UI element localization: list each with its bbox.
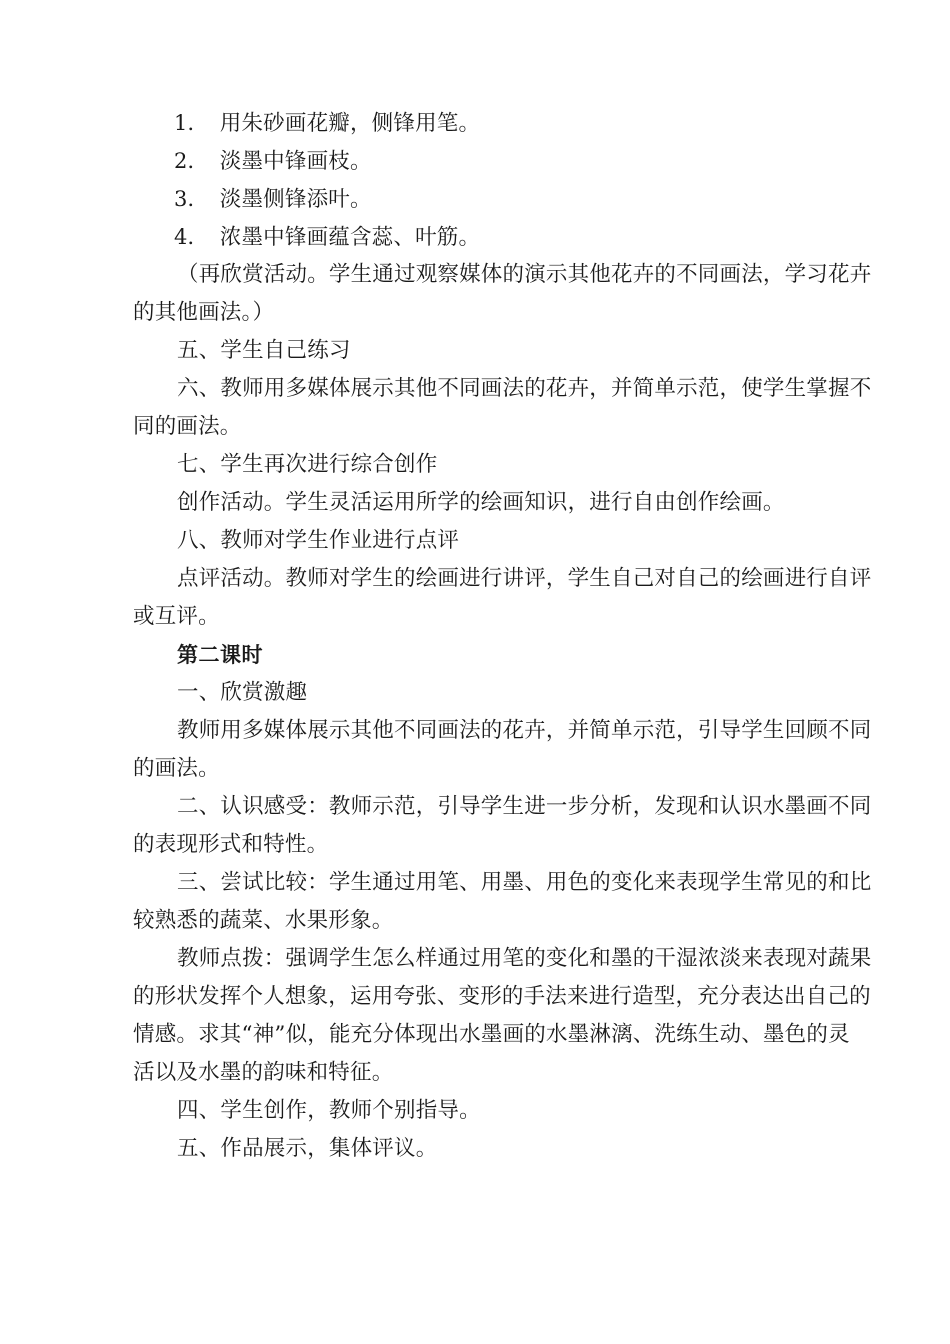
list-item-marker: 4． (174, 225, 209, 249)
paragraph-wrapped-line: 的表现形式和特性。 (133, 832, 329, 857)
document-text-body (133, 104, 872, 1168)
list-item-marker: 3． (174, 187, 209, 211)
numbered-list-item (133, 180, 805, 218)
paragraph-wrapped-line: 活以及水墨的韵味和特征。 (133, 1060, 394, 1085)
numbered-list-item (133, 142, 805, 180)
paragraph-wrapped-line: 较熟悉的蔬菜、水果形象。 (133, 908, 394, 933)
numbered-list-item (133, 104, 805, 142)
paragraph-first-line: 创作活动。学生灵活运用所学的绘画知识，进行自由创作绘画。 (177, 490, 785, 515)
section-heading: 第二课时 (177, 643, 263, 667)
numbered-list-item (133, 218, 805, 256)
paragraph-wrapped-line: 同的画法。 (133, 414, 242, 439)
list-item-text: 淡墨侧锋添叶。 (219, 187, 372, 212)
paragraph-wrapped-line: 的形状发挥个人想象，运用夸张、变形的手法来进行造型，充分表达出自己的 (133, 984, 871, 1009)
paragraph-first-line: 四、学生创作，教师个别指导。 (177, 1098, 481, 1123)
list-item-marker: 2． (174, 149, 209, 173)
paragraph-first-line: 点评活动。教师对学生的绘画进行讲评，学生自己对自己的绘画进行自评 (177, 566, 872, 591)
paragraph-first-line: 八、教师对学生作业进行点评 (177, 528, 460, 553)
paragraph-first-line: 五、作品展示，集体评议。 (177, 1136, 438, 1161)
list-item-text: 浓墨中锋画蕴含蕊、叶筋。 (219, 225, 481, 250)
paragraph-first-line: 七、学生再次进行综合创作 (177, 452, 438, 477)
list-item-text: 淡墨中锋画枝。 (219, 149, 372, 174)
paragraph-first-line: 三、尝试比较：学生通过用笔、用墨、用色的变化来表现学生常见的和比 (177, 870, 872, 895)
paragraph-wrapped-line: 的画法。 (133, 756, 220, 781)
paragraph-first-line: 二、认识感受：教师示范，引导学生进一步分析，发现和认识水墨画不同 (177, 794, 872, 819)
list-item-marker: 1． (174, 111, 209, 135)
list-item-text: 用朱砂画花瓣，侧锋用笔。 (219, 111, 481, 136)
paragraph-first-line: 一、欣赏激趣 (177, 680, 308, 705)
paragraph-wrapped-line: 的其他画法。） (133, 300, 275, 325)
paragraph-wrapped-line: 情感。求其“神”似，能充分体现出水墨画的水墨淋漓、洗练生动、墨色的灵 (133, 1022, 850, 1047)
paragraph-first-line: 教师用多媒体展示其他不同画法的花卉，并简单示范，引导学生回顾不同 (177, 718, 872, 743)
paragraph-wrapped-line: 或互评。 (133, 604, 220, 629)
paragraph-first-line: （再欣赏活动。学生通过观察媒体的演示其他花卉的不同画法，学习花卉 (177, 262, 872, 287)
paragraph-first-line: 五、学生自己练习 (177, 338, 351, 363)
paragraph-first-line: 六、教师用多媒体展示其他不同画法的花卉，并简单示范，使学生掌握不 (177, 376, 872, 401)
paragraph-first-line: 教师点拨：强调学生怎么样通过用笔的变化和墨的干湿浓淡来表现对蔬果 (177, 946, 872, 971)
